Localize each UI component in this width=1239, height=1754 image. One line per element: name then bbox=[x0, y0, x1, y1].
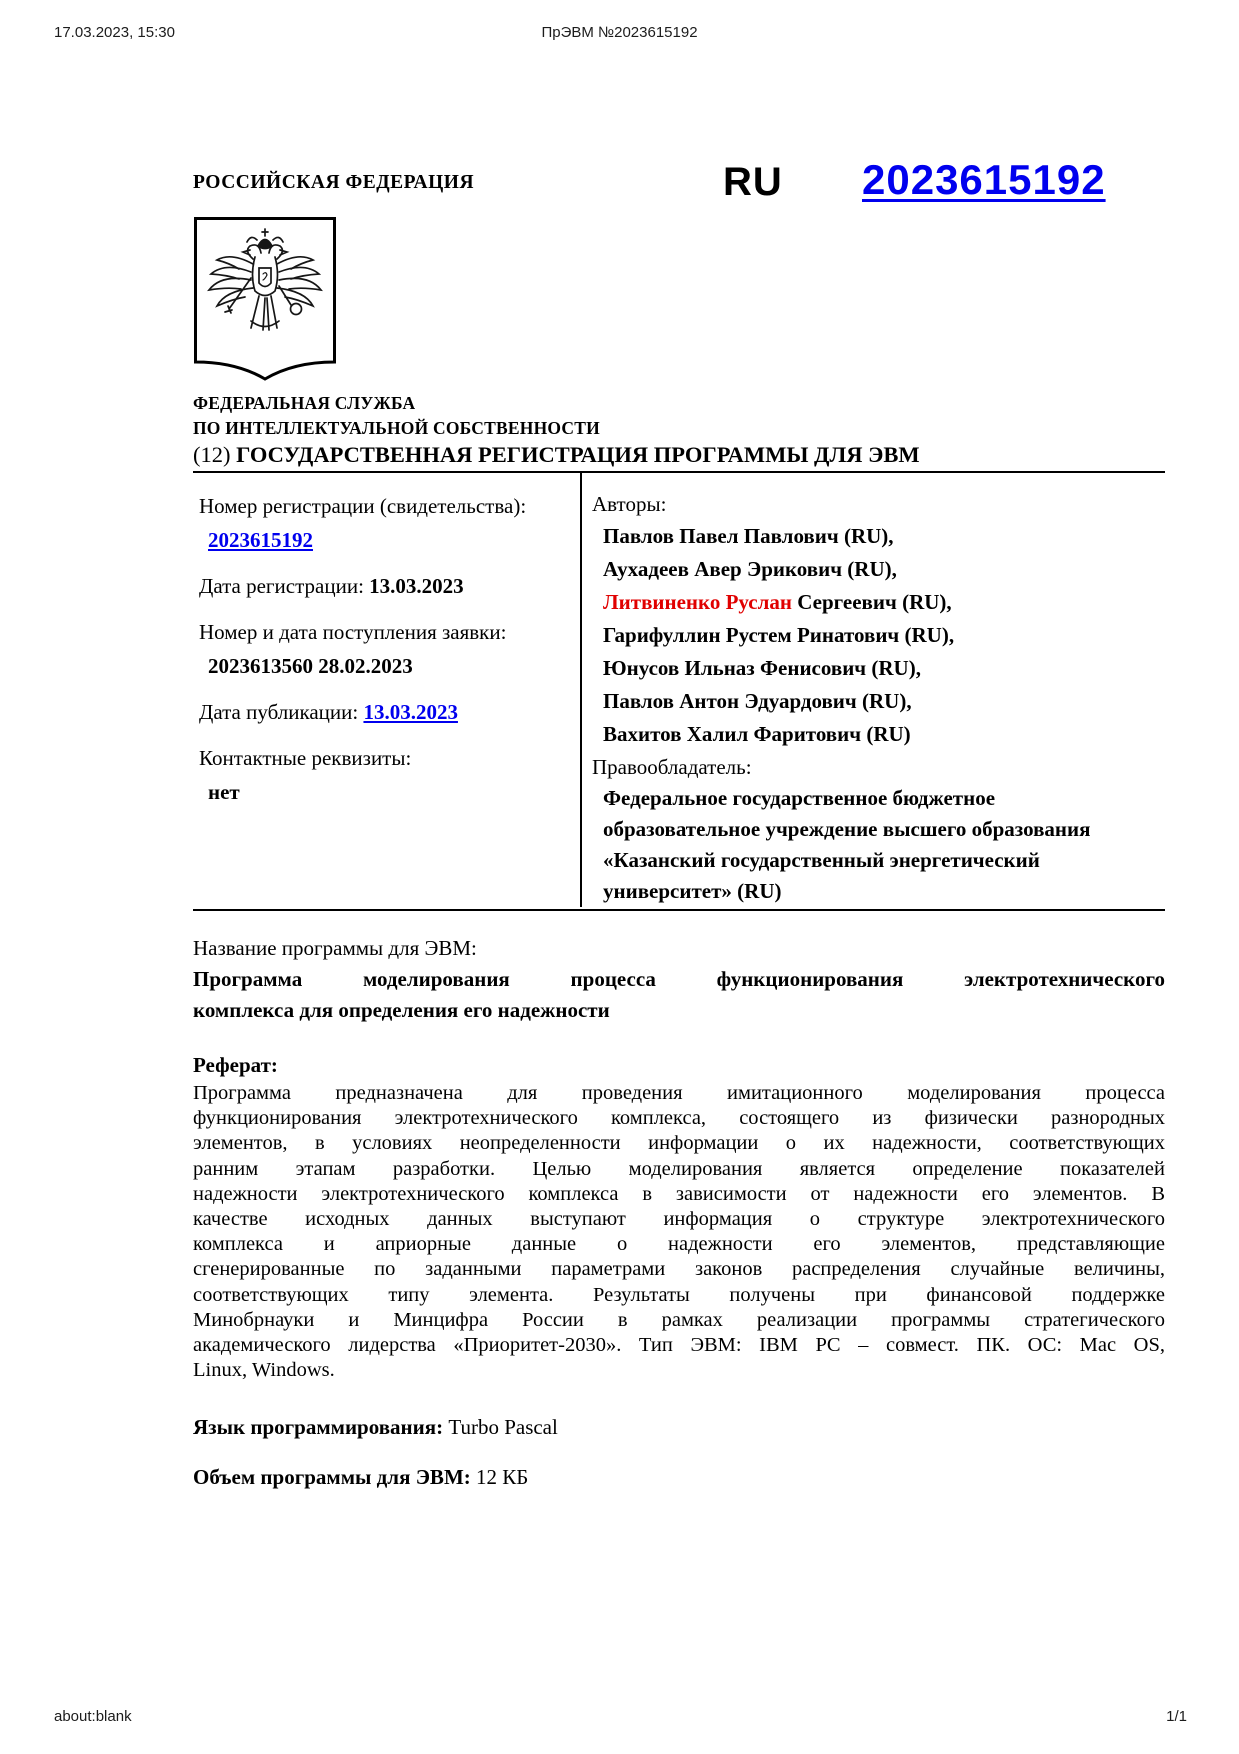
author-row bbox=[592, 685, 1165, 718]
footer-url: about:blank bbox=[54, 1708, 132, 1725]
service-name-line2: ПО ИНТЕЛЛЕКТУАЛЬНОЙ СОБСТВЕННОСТИ bbox=[193, 418, 600, 438]
programming-language-label: Язык программирования: bbox=[193, 1415, 444, 1439]
abstract-line: Программа предназначена для проведения имитационного моделирования процесса bbox=[193, 1082, 1165, 1104]
rightholder-line: образовательное учреждение высшего образования bbox=[603, 817, 1091, 841]
author-name: Аухадеев Авер Эрикович (RU), bbox=[603, 557, 897, 581]
application-value: 2023613560 28.02.2023 bbox=[208, 654, 413, 678]
registration-date-label: Дата регистрации: bbox=[199, 574, 364, 598]
program-size-value: 12 КБ bbox=[476, 1465, 529, 1489]
authors-rightholder-column bbox=[580, 473, 1165, 907]
author-row bbox=[592, 718, 1165, 751]
author-row bbox=[592, 586, 1165, 619]
publication-date-link[interactable]: 13.03.2023 bbox=[363, 700, 458, 724]
registration-column bbox=[193, 473, 578, 907]
program-name-line1: Программа моделирования процесса функционирования электротехнического bbox=[193, 967, 1165, 991]
abstract-line: соответствующих типу элемента. Результаты получены при финансовой поддержке bbox=[193, 1283, 1165, 1306]
abstract-line: сгенерированные по заданными параметрами законов распределения случайные величины, bbox=[193, 1258, 1165, 1281]
inid-code-12: (12) bbox=[193, 442, 231, 467]
registration-number-value bbox=[199, 523, 578, 557]
abstract-line: функционирования электротехнического комплекса, состоящего из физически разнородных bbox=[193, 1107, 1165, 1130]
print-footer bbox=[0, 1708, 1239, 1728]
author-name: Павлов Антон Эдуардович (RU), bbox=[603, 689, 912, 713]
author-row bbox=[592, 619, 1165, 652]
registration-number-link[interactable]: 2023615192 bbox=[862, 156, 1106, 203]
rightholder-line: Федеральное государственное бюджетное bbox=[603, 786, 996, 810]
program-size-label: Объем программы для ЭВМ: bbox=[193, 1465, 471, 1489]
contacts-value: нет bbox=[208, 780, 240, 804]
author-name: Павлов Павел Павлович (RU), bbox=[603, 524, 894, 548]
programming-language-value: Turbo Pascal bbox=[448, 1415, 558, 1439]
abstract-line: Linux, Windows. bbox=[193, 1359, 335, 1382]
abstract-line: Минобрнауки и Минцифра России в рамках реализации программы стратегического bbox=[193, 1308, 1165, 1331]
program-size-row bbox=[193, 1462, 528, 1492]
registration-number-label: Номер регистрации (свидетельства): bbox=[199, 494, 527, 518]
author-row bbox=[592, 520, 1165, 553]
footer-page-number: 1/1 bbox=[1166, 1708, 1187, 1725]
print-header-title: ПрЭВМ №2023615192 bbox=[541, 24, 698, 41]
rightholder-line: университет» (RU) bbox=[603, 879, 782, 903]
registration-date-row bbox=[199, 569, 578, 603]
program-name-label: Название программы для ЭВМ: bbox=[193, 936, 477, 960]
application-label: Номер и дата поступления заявки: bbox=[199, 620, 507, 644]
abstract-label: Реферат: bbox=[193, 1053, 278, 1077]
document-kind-title bbox=[193, 441, 920, 469]
author-name-highlight: Литвиненко Руслан bbox=[603, 590, 792, 614]
abstract-line: элементов, в условиях неопределенности информации о их надежности, соответствующих bbox=[193, 1132, 1165, 1155]
abstract-line: надежности электротехнического комплекса в зависимости от надежности его элементов. В bbox=[193, 1182, 1165, 1205]
coat-of-arms-emblem bbox=[193, 216, 337, 384]
country-title: РОССИЙСКАЯ ФЕДЕРАЦИЯ bbox=[193, 172, 475, 193]
abstract-line: качестве исходных данных выступают информация о структуре электротехнического bbox=[193, 1208, 1165, 1231]
author-row bbox=[592, 553, 1165, 586]
programming-language-row bbox=[193, 1412, 558, 1442]
service-name bbox=[193, 391, 600, 441]
registration-date-value: 13.03.2023 bbox=[369, 574, 464, 598]
rightholder-line: «Казанский государственный энергетический bbox=[603, 848, 1040, 872]
contacts-label: Контактные реквизиты: bbox=[199, 746, 412, 770]
print-header bbox=[0, 24, 1239, 44]
author-name: Вахитов Халил Фаритович (RU) bbox=[603, 722, 911, 746]
author-name: Сергеевич (RU), bbox=[791, 590, 952, 614]
abstract-line: ранним этапам разработки. Целью моделирования является определение показателей bbox=[193, 1157, 1165, 1180]
document-kind-label: ГОСУДАРСТВЕННАЯ РЕГИСТРАЦИЯ ПРОГРАММЫ ДЛЯ ЭВМ bbox=[236, 442, 920, 467]
program-name-line2: комплекса для определения его надежности bbox=[193, 998, 610, 1022]
print-header-datetime: 17.03.2023, 15:30 bbox=[54, 24, 175, 41]
abstract-line: комплекса и априорные данные о надежности его элементов, представляющие bbox=[193, 1233, 1165, 1256]
country-code: RU bbox=[723, 160, 783, 204]
publication-date-row bbox=[199, 695, 578, 729]
service-name-line1: ФЕДЕРАЛЬНАЯ СЛУЖБА bbox=[193, 393, 416, 413]
abstract-line: академического лидерства «Приоритет-2030». Тип ЭВМ: IBM PC – совмест. ПК. ОС: Mac OS, bbox=[193, 1334, 1165, 1357]
publication-date-label: Дата публикации: bbox=[199, 700, 359, 724]
authors-label: Авторы: bbox=[592, 492, 667, 516]
author-name: Юнусов Ильназ Фенисович (RU), bbox=[603, 656, 921, 680]
author-name: Гарифуллин Рустем Ринатович (RU), bbox=[603, 623, 955, 647]
abstract-text bbox=[193, 1081, 1165, 1383]
author-row bbox=[592, 652, 1165, 685]
registration-number-cert-link[interactable]: 2023615192 bbox=[208, 528, 313, 552]
russian-coat-of-arms-icon bbox=[193, 216, 337, 384]
rightholder-label: Правообладатель: bbox=[592, 755, 752, 779]
bibliographic-table bbox=[193, 471, 1165, 911]
